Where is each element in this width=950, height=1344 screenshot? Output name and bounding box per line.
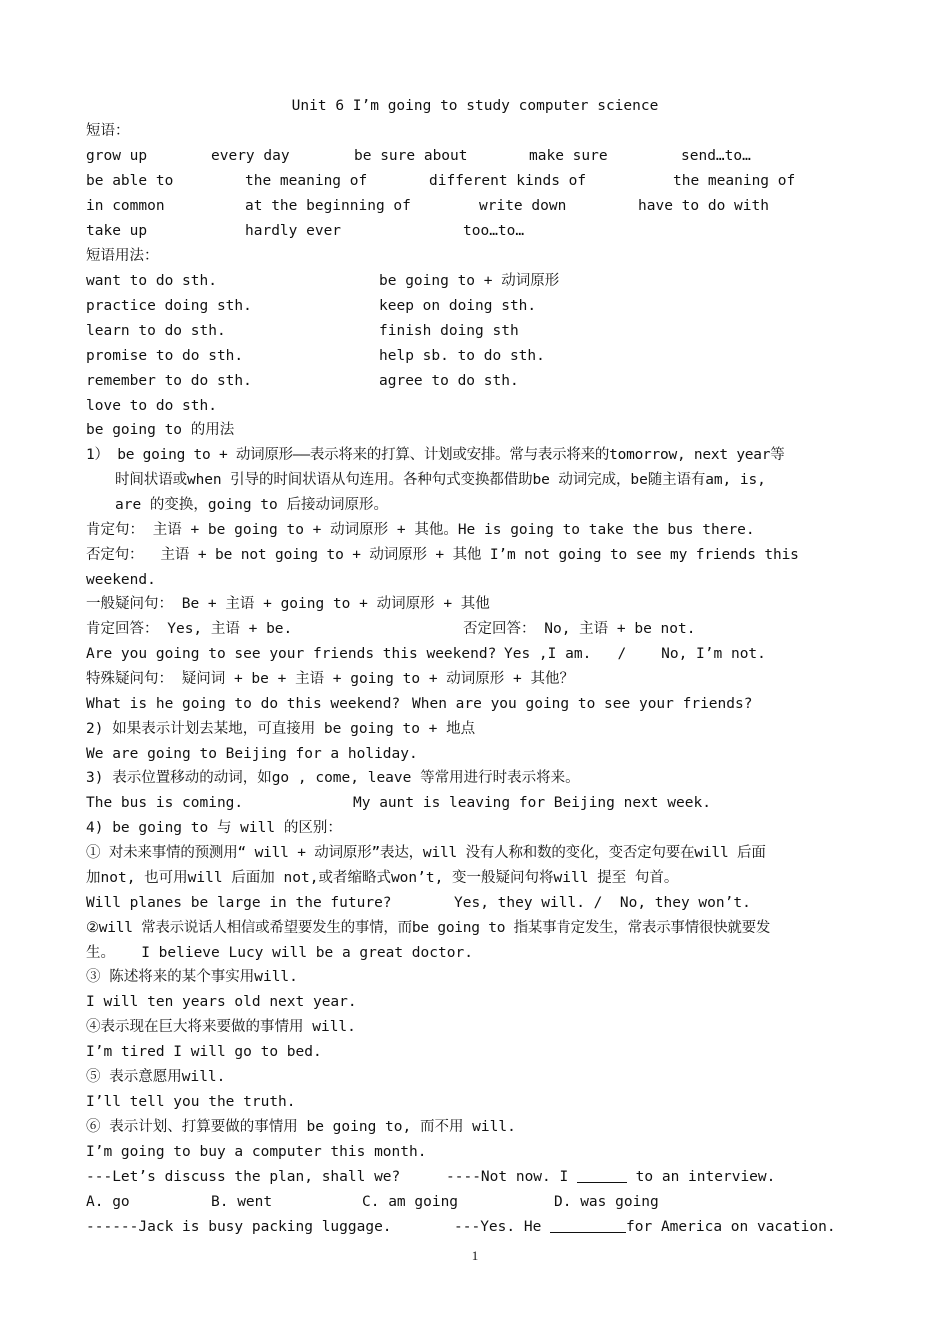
- phrase: at the beginning of: [245, 198, 411, 214]
- point-2: 2) 如果表示计划去某地，可直接用 be going to + 地点: [86, 721, 476, 737]
- example: Yes ,I am. / No, I’m not.: [504, 646, 766, 662]
- exercise-question: ------Jack is busy packing luggage.: [86, 1219, 392, 1235]
- usage-item: be going to + 动词原形: [379, 273, 560, 289]
- option-d: D. was going: [554, 1194, 659, 1210]
- option-b: B. went: [211, 1194, 273, 1210]
- example: I’m going to buy a computer this month.: [86, 1144, 427, 1160]
- negative-rule-cont: weekend.: [86, 572, 156, 588]
- usage-item: agree to do sth.: [379, 373, 519, 389]
- page-title: Unit 6 I’m going to study computer science: [291, 98, 659, 114]
- phrase: the meaning of: [245, 173, 368, 189]
- example: Yes, they will. / No, they won’t.: [454, 895, 751, 911]
- phrase: make sure: [529, 148, 608, 164]
- rule-6: ⑥ 表示计划、打算要做的事情用 be going to, 而不用 will.: [86, 1119, 516, 1135]
- usage-item: learn to do sth.: [86, 323, 226, 339]
- rule-4: ④表示现在巨大将来要做的事情用 will.: [86, 1019, 356, 1035]
- point-3: 3) 表示位置移动的动词，如go , come, leave 等常用进行时表示将来。: [86, 770, 580, 786]
- example: My aunt is leaving for Beijing next week.: [353, 795, 711, 811]
- example: I’ll tell you the truth.: [86, 1094, 296, 1110]
- usage-heading: 短语用法：: [86, 248, 159, 264]
- phrases-heading: 短语：: [86, 123, 130, 139]
- phrase: too…to…: [463, 223, 525, 239]
- answer-blank[interactable]: [577, 1168, 627, 1183]
- example: Will planes be large in the future?: [86, 895, 392, 911]
- example: When are you going to see your friends?: [412, 696, 753, 712]
- phrase: hardly ever: [245, 223, 342, 239]
- phrase: write down: [479, 198, 567, 214]
- section-heading: be going to 的用法: [86, 422, 235, 438]
- phrase: be sure about: [354, 148, 468, 164]
- usage-item: want to do sth.: [86, 273, 217, 289]
- usage-item: remember to do sth.: [86, 373, 252, 389]
- answer-blank[interactable]: [550, 1218, 626, 1233]
- rule-5: ⑤ 表示意愿用will.: [86, 1069, 226, 1085]
- phrase: send…to…: [681, 148, 751, 164]
- rule-1-cont: 加not, 也可用will 后面加 not,或者缩略式won’t, 变一般疑问句将will 提至 句首。: [86, 870, 679, 886]
- affirmative-rule: 肯定句： 主语 + be going to + 动词原形 + 其他。He is going to take the bus there.: [86, 522, 755, 538]
- phrase: be able to: [86, 173, 174, 189]
- paragraph-line: 时间状语或when 引导的时间状语从句连用。各种句式变换都借助be 动词完成，be随主语有am, is,: [115, 472, 766, 488]
- paragraph-line: 1） be going to + 动词原形——表示将来的打算、计划或安排。常与表示将来的tomorrow, next year等: [86, 447, 785, 463]
- phrase: every day: [211, 148, 290, 164]
- phrase: in common: [86, 198, 165, 214]
- rule-3: ③ 陈述将来的某个事实用will.: [86, 969, 298, 985]
- rule-1: ① 对未来事情的预测用“ will + 动词原形”表达，will 没有人称和数的变化，变否定句要在will 后面: [86, 845, 766, 861]
- example: Are you going to see your friends this weekend?: [86, 646, 497, 662]
- example: What is he going to do this weekend?: [86, 696, 401, 712]
- usage-item: promise to do sth.: [86, 348, 244, 364]
- phrase: grow up: [86, 148, 148, 164]
- phrase: have to do with: [638, 198, 769, 214]
- usage-item: finish doing sth: [379, 323, 519, 339]
- usage-item: love to do sth.: [86, 398, 217, 414]
- exercise-question: ---Let’s discuss the plan, shall we?: [86, 1169, 401, 1185]
- negative-rule: 否定句： 主语 + be not going to + 动词原形 + 其他 I’m not going to see my friends this: [86, 547, 799, 563]
- point-4: 4) be going to 与 will 的区别：: [86, 820, 342, 836]
- phrase: take up: [86, 223, 148, 239]
- exercise-answer-line: ---Yes. He for America on vacation.: [454, 1219, 836, 1235]
- rule-2-cont: 生。 I believe Lucy will be a great doctor.: [86, 945, 473, 961]
- page-number: 1: [471, 1248, 479, 1263]
- answer-yes: 肯定回答： Yes, 主语 + be.: [86, 621, 293, 637]
- option-c: C. am going: [362, 1194, 459, 1210]
- answer-no: 否定回答： No, 主语 + be not.: [463, 621, 696, 637]
- wh-question-rule: 特殊疑问句： 疑问词 + be + 主语 + going to + 动词原形 + 其他？: [86, 671, 574, 687]
- example: I’m tired I will go to bed.: [86, 1044, 322, 1060]
- usage-item: practice doing sth.: [86, 298, 252, 314]
- example: We are going to Beijing for a holiday.: [86, 746, 418, 762]
- rule-2: ②will 常表示说话人相信或希望要发生的事情，而be going to 指某事肯定发生，常表示事情很快就要发: [86, 920, 771, 936]
- question-rule: 一般疑问句： Be + 主语 + going to + 动词原形 + 其他: [86, 596, 490, 612]
- exercise-answer-line: ----Not now. I to an interview.: [446, 1169, 776, 1185]
- option-a: A. go: [86, 1194, 130, 1210]
- phrase: different kinds of: [429, 173, 587, 189]
- example: I will ten years old next year.: [86, 994, 357, 1010]
- usage-item: keep on doing sth.: [379, 298, 537, 314]
- phrase: the meaning of: [673, 173, 796, 189]
- example: The bus is coming.: [86, 795, 244, 811]
- paragraph-line: are 的变换，going to 后接动词原形。: [115, 497, 388, 513]
- usage-item: help sb. to do sth.: [379, 348, 545, 364]
